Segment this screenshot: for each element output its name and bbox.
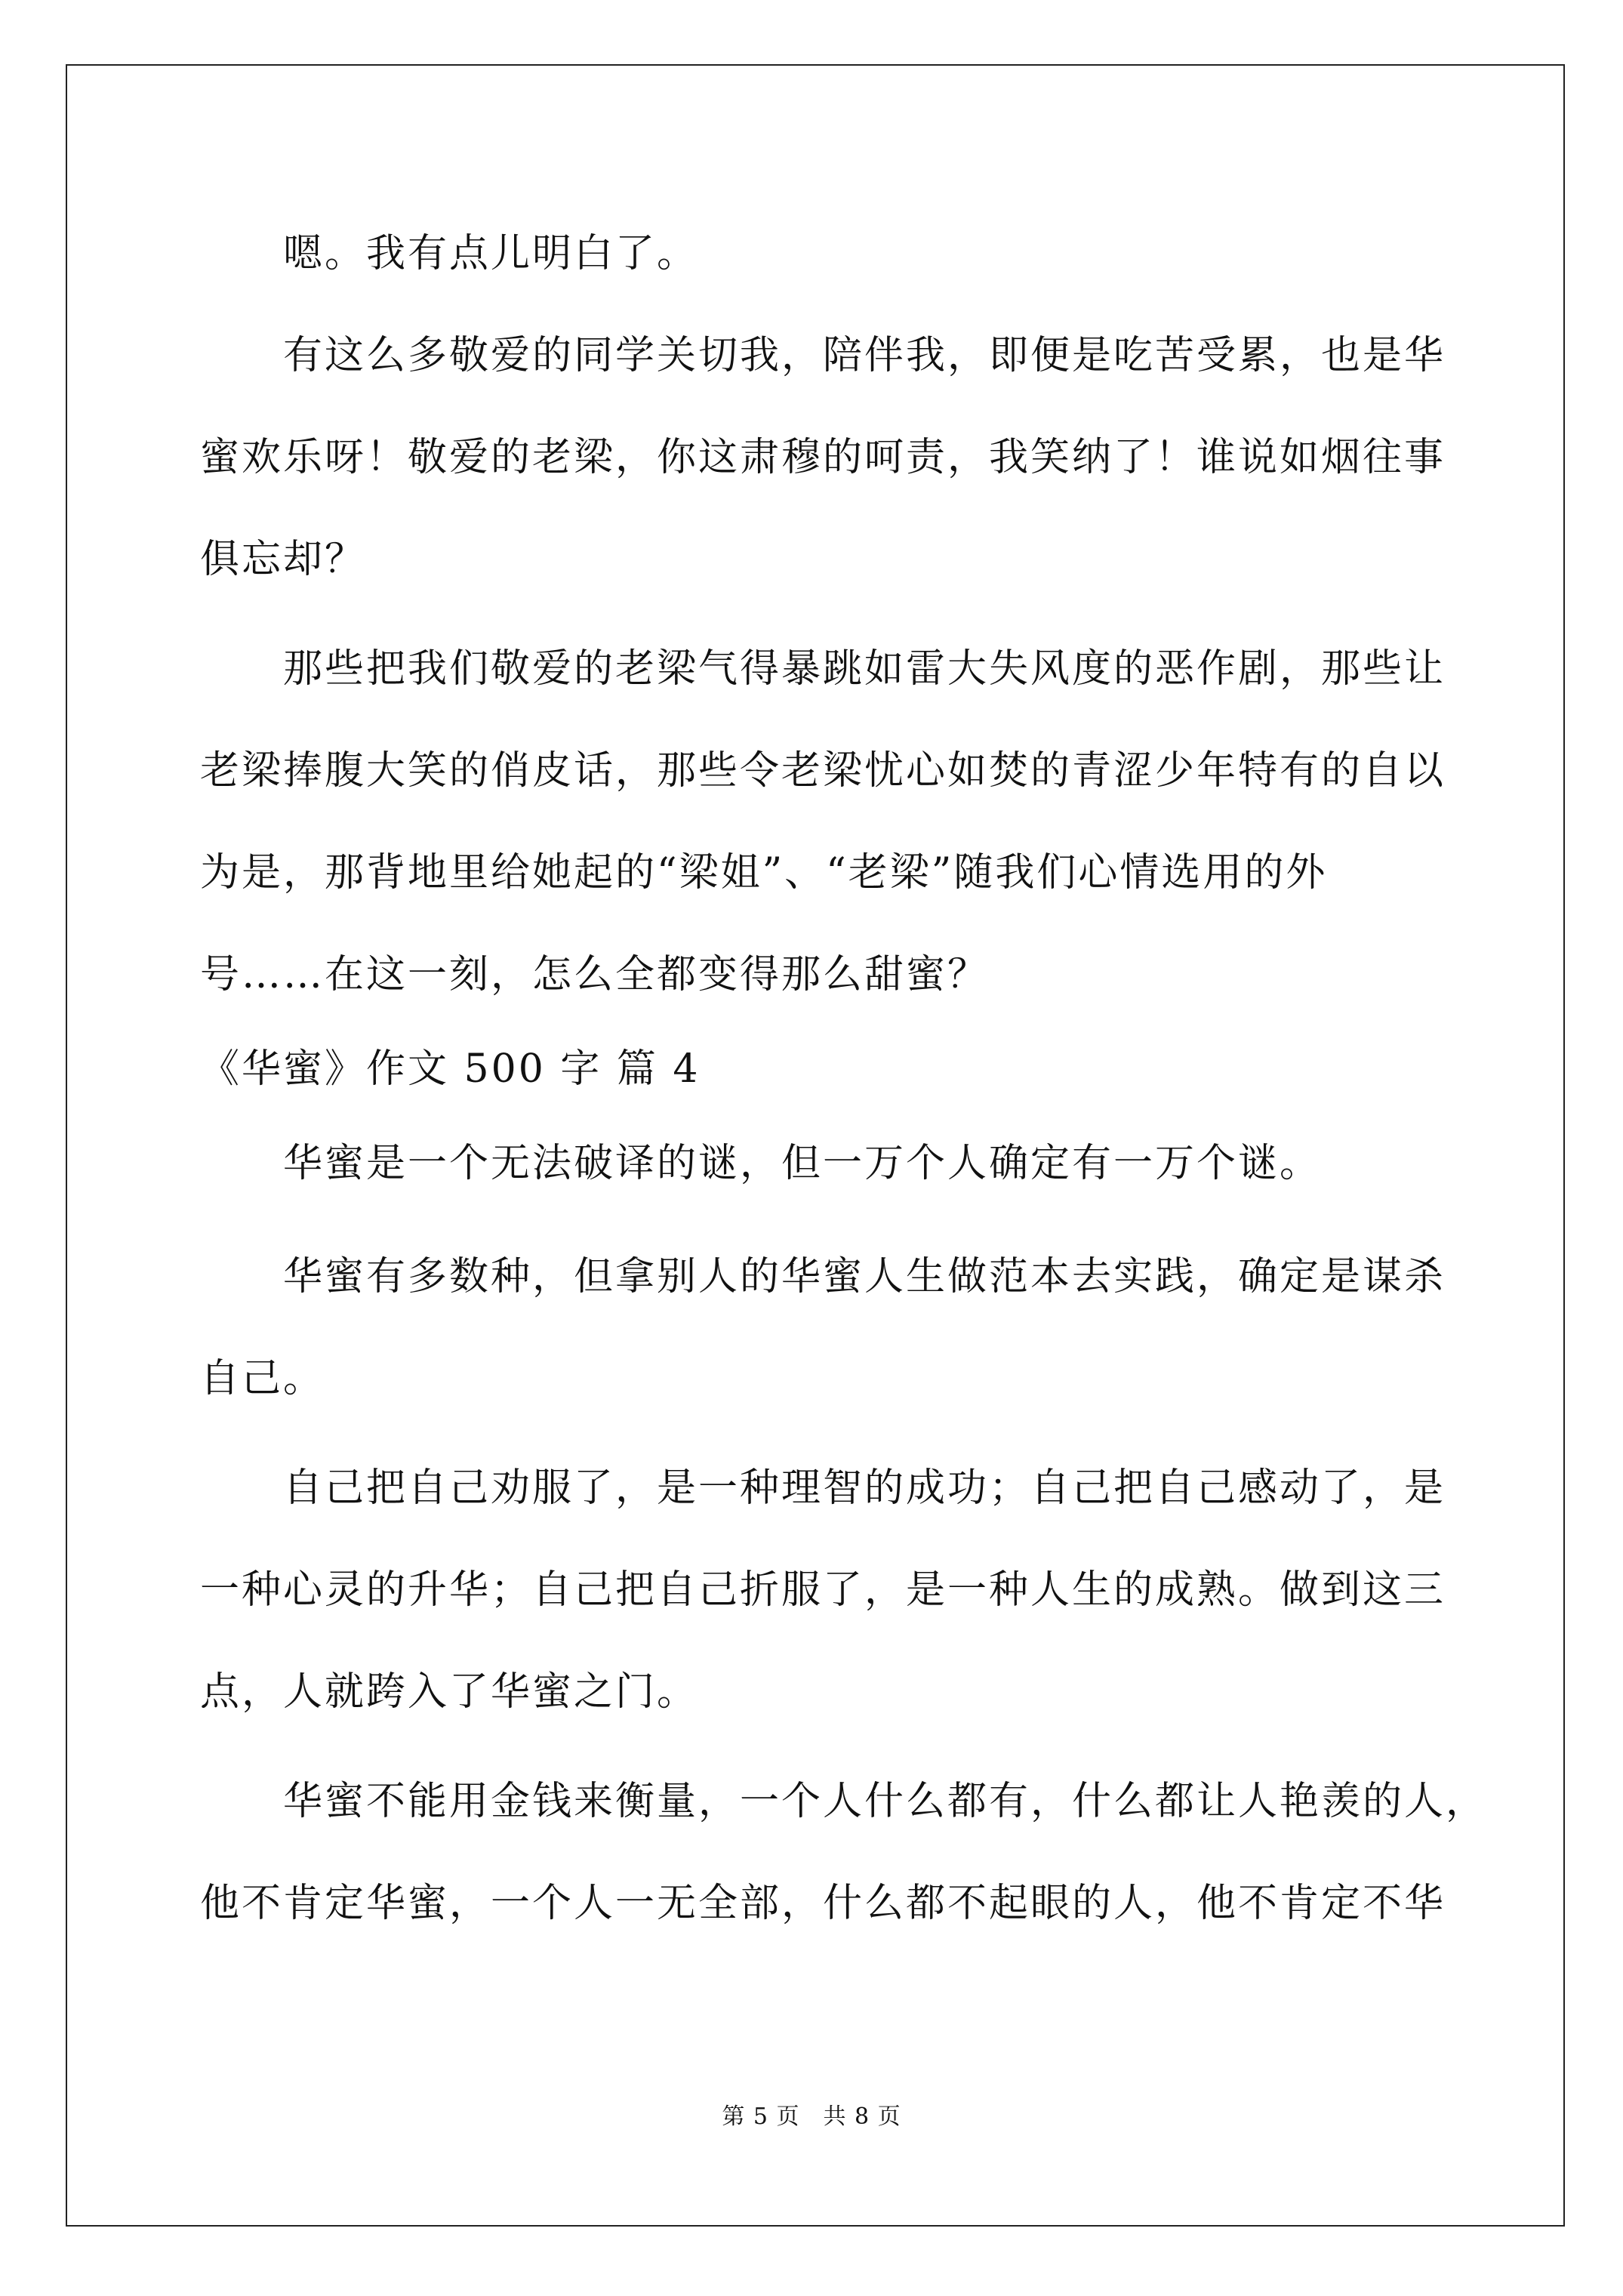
text-line: 自己。 (200, 1356, 325, 1401)
text-line: 号……在这一刻，怎么全都变得那么甜蜜？ (200, 952, 990, 997)
text-line: 那些把我们敬爱的老梁气得暴跳如雷大失风度的恶作剧，那些让 (200, 646, 1446, 692)
text-line: 老梁捧腹大笑的俏皮话，那些令老梁忧心如焚的青涩少年特有的自以 (200, 748, 1446, 794)
text-line: 有这么多敬爱的同学关切我，陪伴我，即便是吃苦受累，也是华 (200, 333, 1446, 378)
text-line: 嗯。我有点儿明白了。 (200, 231, 699, 276)
text-line: 自己把自己劝服了，是一种理智的成功；自己把自己感动了，是 (200, 1465, 1446, 1511)
text-line: 点，人就跨入了华蜜之门。 (200, 1669, 699, 1715)
text-line: 蜜欢乐呀！敬爱的老梁，你这肃穆的呵责，我笑纳了！谁说如烟往事 (200, 435, 1446, 480)
text-line: 他不肯定华蜜，一个人一无全部，什么都不起眼的人，他不肯定不华 (200, 1881, 1446, 1926)
text-line: 一种心灵的升华；自己把自己折服了，是一种人生的成熟。做到这三 (200, 1567, 1446, 1613)
section-heading: 《华蜜》作文 500 字 篇 4 (200, 1046, 701, 1092)
text-line: 华蜜是一个无法破译的谜，但一万个人确定有一万个谜。 (200, 1141, 1322, 1186)
text-line: 华蜜不能用金钱来衡量，一个人什么都有，什么都让人艳羡的人， (200, 1779, 1488, 1824)
text-line: 俱忘却？ (200, 537, 367, 582)
text-line: 为是，那背地里给她起的“梁姐”、“老梁”随我们心情选用的外 (200, 850, 1328, 895)
text-line: 华蜜有多数种，但拿别人的华蜜人生做范本去实践，确定是谋杀 (200, 1254, 1446, 1299)
page-number-footer: 第 5 页 共 8 页 (722, 2103, 901, 2130)
